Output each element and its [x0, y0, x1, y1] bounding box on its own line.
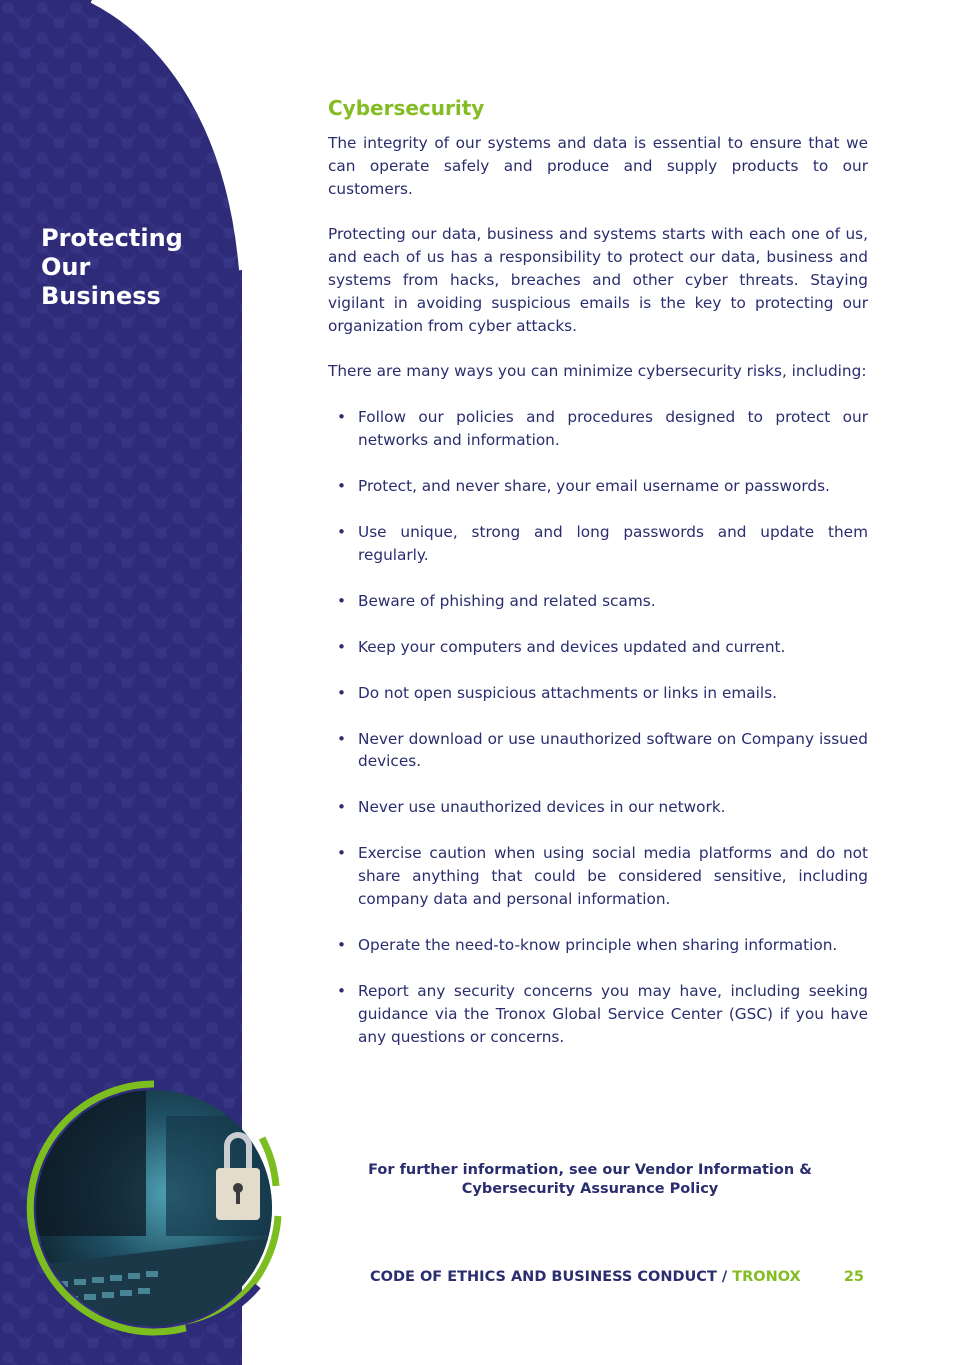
list-item: [328, 636, 868, 659]
list-item: [328, 980, 868, 1048]
list-item: [328, 590, 868, 613]
bullet-icon: •: [337, 522, 347, 541]
main-content: [328, 95, 868, 1072]
list-item: [328, 406, 868, 452]
list-item: [328, 475, 868, 498]
list-item-text: Operate the need-to-know principle when sharing information.: [358, 936, 838, 955]
list-item-text: Never use unauthorized devices in our network.: [358, 798, 726, 817]
list-item: [328, 728, 868, 774]
bullet-icon: •: [337, 729, 347, 748]
list-item: [328, 796, 868, 819]
list-item: [328, 521, 868, 567]
sidebar-title-line: Protecting: [41, 224, 183, 252]
footer-brand: TRONOX: [732, 1269, 801, 1285]
list-item: [328, 842, 868, 910]
risk-list: [328, 406, 868, 1048]
bullet-icon: •: [337, 408, 347, 427]
list-item: [328, 934, 868, 957]
footer-title: [370, 1268, 801, 1287]
footer-document-title: CODE OF ETHICS AND BUSINESS CONDUCT /: [370, 1269, 733, 1285]
bullet-icon: •: [337, 591, 347, 610]
paragraph: Protecting our data, business and systems starts with each one of us, and each of us has a responsibility to protect our data, business and systems from hacks, breaches and other cyber threats. Staying vigilant in avoiding suspicious emails is the key to protecting our organization from cyber attacks.: [328, 225, 868, 335]
further-info-line: For further information, see our Vendor Information &: [368, 1162, 812, 1178]
sidebar-title-line: Our: [41, 253, 91, 281]
list-item: [328, 682, 868, 705]
bullet-icon: •: [337, 844, 347, 863]
bullet-icon: •: [337, 982, 347, 1000]
list-item-text: Do not open suspicious attachments or links in emails.: [358, 683, 777, 702]
further-info-line: Cybersecurity Assurance Policy: [461, 1181, 719, 1197]
list-item-text: Exercise caution when using social media platforms and do not share anything that could be considered sensitive, including company data and personal information.: [358, 844, 868, 909]
bullet-icon: •: [337, 936, 347, 955]
paragraph: There are many ways you can minimize cybersecurity risks, including:: [328, 362, 867, 381]
laptop-padlock-photo: [26, 1076, 288, 1338]
bullet-icon: •: [337, 476, 347, 495]
list-item-text: Protect, and never share, your email username or passwords.: [358, 476, 830, 495]
list-item-text: Report any security concerns you may have, including seeking guidance via the Tronox Global Service Center (GSC) if you have any questions or concerns.: [358, 982, 868, 1046]
page-number: 25: [843, 1269, 864, 1285]
sidebar-title: [41, 224, 231, 311]
bullet-icon: •: [337, 683, 347, 702]
list-item-text: Beware of phishing and related scams.: [358, 591, 656, 610]
list-item-text: Never download or use unauthorized software on Company issued devices.: [358, 729, 868, 771]
sidebar-title-line: Business: [41, 282, 161, 310]
section-heading: Cybersecurity: [328, 96, 485, 120]
list-item-text: Use unique, strong and long passwords and update them regularly.: [358, 522, 868, 564]
bullet-icon: •: [337, 798, 347, 817]
further-information-note: [340, 1161, 840, 1199]
list-item-text: Keep your computers and devices updated and current.: [358, 637, 786, 656]
paragraph: The integrity of our systems and data is essential to ensure that we can operate safely and produce and supply products to our customers.: [328, 134, 868, 198]
list-item-text: Follow our policies and procedures designed to protect our networks and information.: [358, 408, 868, 449]
bullet-icon: •: [337, 637, 347, 656]
